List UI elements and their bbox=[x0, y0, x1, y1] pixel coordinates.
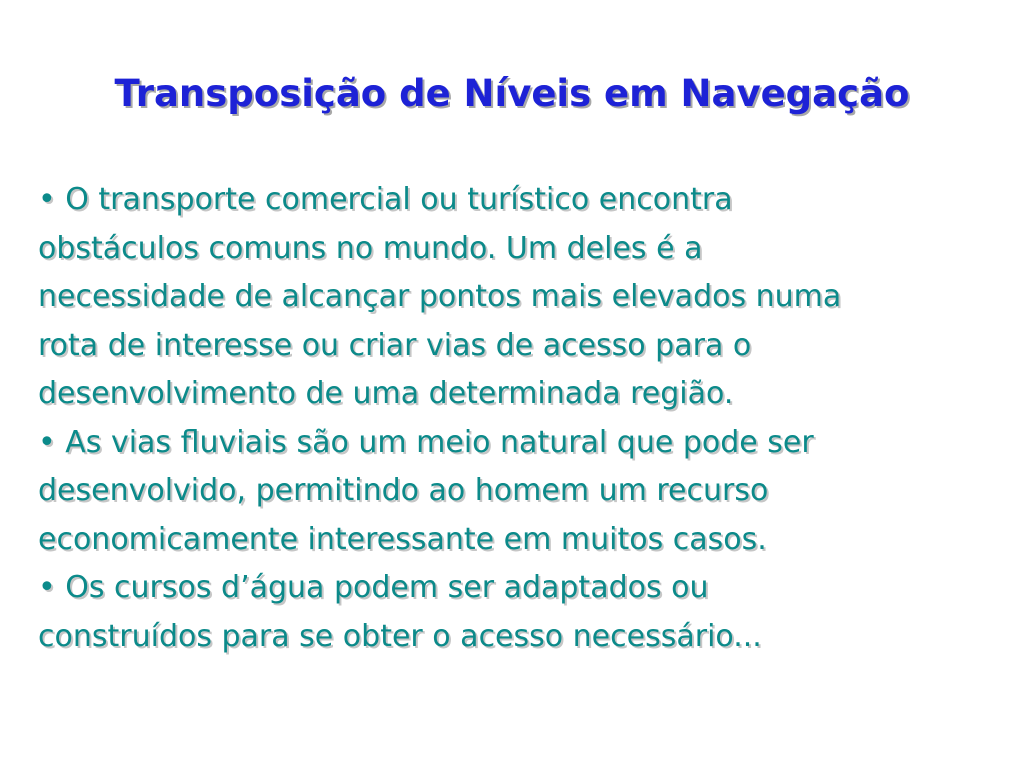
bullet-line bbox=[38, 564, 998, 613]
text-line: desenvolvimento de uma determinada região. bbox=[38, 376, 734, 411]
bullet-paragraph-1 bbox=[38, 176, 998, 419]
bullet-paragraph-2 bbox=[38, 419, 998, 565]
text-line: construídos para se obter o acesso necessário... bbox=[38, 618, 762, 654]
text-line: economicamente interessante em muitos casos. bbox=[38, 521, 767, 557]
bullet-line bbox=[38, 176, 998, 225]
bullet-paragraph-3 bbox=[38, 564, 998, 661]
bullet-icon: • bbox=[38, 570, 56, 605]
text-line: necessidade de alcançar pontos mais elevados numa bbox=[38, 279, 842, 314]
text-line: obstáculos comuns no mundo. Um deles é a bbox=[38, 230, 703, 266]
bullet-icon: • bbox=[38, 182, 56, 217]
bullet-line bbox=[38, 419, 998, 468]
text-line: As vias fluviais são um meio natural que pode ser bbox=[65, 424, 814, 460]
text-line: desenvolvido, permitindo ao homem um recurso bbox=[38, 473, 769, 508]
text-line: O transporte comercial ou turístico encontra bbox=[65, 182, 733, 217]
bullet-icon: • bbox=[38, 424, 56, 460]
slide-body bbox=[38, 176, 998, 661]
slide-title: Transposição de Níveis em Navegação bbox=[114, 72, 910, 115]
text-line: Os cursos d’água podem ser adaptados ou bbox=[65, 570, 709, 605]
text-line: rota de interesse ou criar vias de acesso para o bbox=[38, 327, 752, 363]
